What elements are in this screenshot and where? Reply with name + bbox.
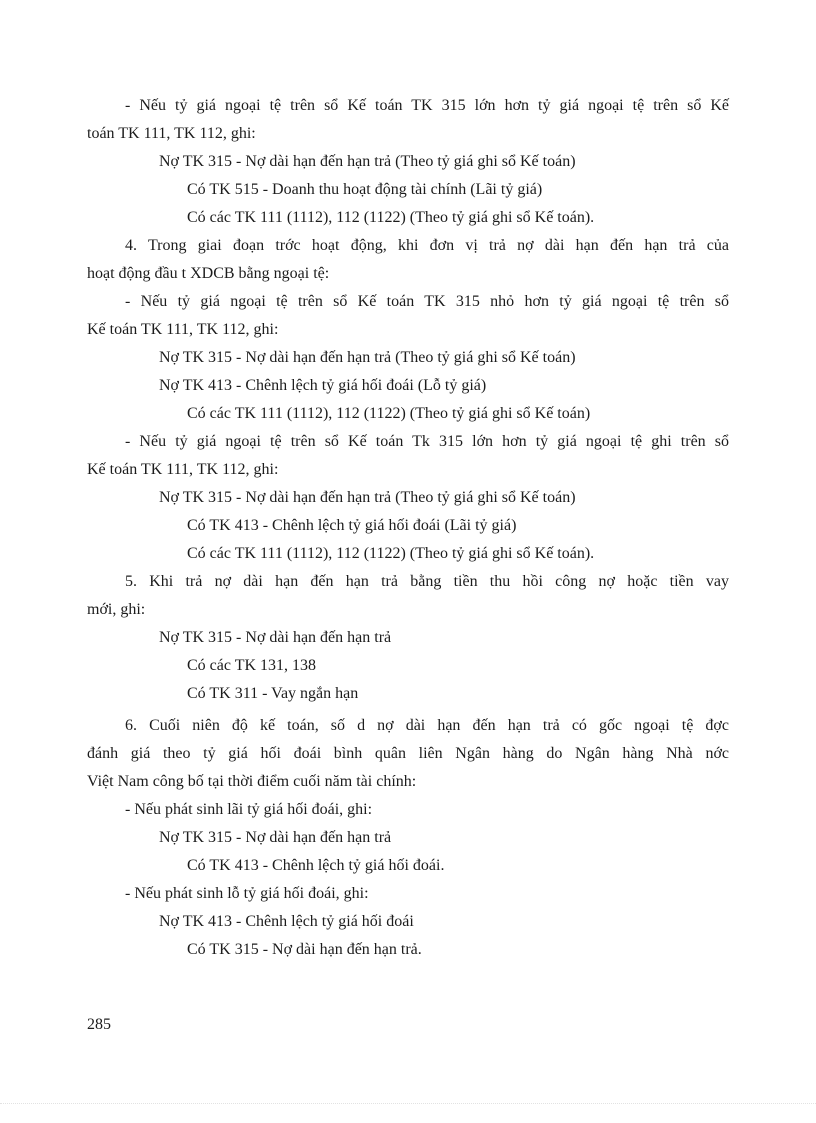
journal-entry-line: Nợ TK 413 - Chênh lệch tỷ giá hối đoái (Lỗ tỷ giá): [159, 377, 487, 394]
text-line: - Nếu tỷ giá ngoại tệ trên sổ Kế toán TK 315 nhỏ hơn tỷ giá ngoại tệ trên sổ: [125, 293, 729, 310]
journal-entry-line: Có các TK 111 (1112), 112 (1122) (Theo tỷ giá ghi sổ Kế toán).: [187, 209, 595, 226]
journal-entry-line: Có TK 413 - Chênh lệch tỷ giá hối đoái.: [187, 857, 445, 874]
text-line: - Nếu phát sinh lỗ tỷ giá hối đoái, ghi:: [125, 885, 369, 902]
text-line: 5. Khi trả nợ dài hạn đến hạn trả bằng tiền thu hồi công nợ hoặc tiền vay: [125, 573, 729, 590]
text-line: hoạt động đầu t XDCB bằng ngoại tệ:: [87, 265, 330, 282]
journal-entry-line: Có các TK 111 (1112), 112 (1122) (Theo tỷ giá ghi sổ Kế toán): [187, 405, 591, 422]
journal-entry-line: Nợ TK 315 - Nợ dài hạn đến hạn trả: [159, 629, 392, 646]
journal-entry-line: Có các TK 111 (1112), 112 (1122) (Theo tỷ giá ghi sổ Kế toán).: [187, 545, 595, 562]
page-number: 285: [87, 1016, 111, 1033]
text-line: Kế toán TK 111, TK 112, ghi:: [87, 321, 279, 338]
text-line: Việt Nam công bố tại thời điểm cuối năm tài chính:: [87, 773, 417, 790]
text-line: 6. Cuối niên độ kế toán, số d nợ dài hạn đến hạn trả có gốc ngoại tệ đợc: [125, 717, 729, 734]
text-line: toán TK 111, TK 112, ghi:: [87, 125, 256, 142]
journal-entry-line: Nợ TK 315 - Nợ dài hạn đến hạn trả (Theo tỷ giá ghi sổ Kế toán): [159, 153, 576, 170]
document-body: [87, 92, 729, 964]
journal-entry-line: Có TK 311 - Vay ngắn hạn: [187, 685, 359, 702]
journal-entry-line: Có TK 413 - Chênh lệch tỷ giá hối đoái (Lãi tỷ giá): [187, 517, 517, 534]
journal-entry-line: Có TK 515 - Doanh thu hoạt động tài chính (Lãi tỷ giá): [187, 181, 543, 198]
journal-entry-line: Nợ TK 315 - Nợ dài hạn đến hạn trả (Theo tỷ giá ghi sổ Kế toán): [159, 349, 576, 366]
journal-entry-line: Có TK 315 - Nợ dài hạn đến hạn trả.: [187, 941, 422, 958]
text-line: Kế toán TK 111, TK 112, ghi:: [87, 461, 279, 478]
text-line: - Nếu tỷ giá ngoại tệ trên sổ Kế toán TK 315 lớn hơn tỷ giá ngoại tệ trên sổ Kế: [125, 97, 729, 114]
journal-entry-line: Nợ TK 315 - Nợ dài hạn đến hạn trả (Theo tỷ giá ghi sổ Kế toán): [159, 489, 576, 506]
journal-entry-line: Nợ TK 315 - Nợ dài hạn đến hạn trả: [159, 829, 392, 846]
journal-entry-line: Có các TK 131, 138: [187, 657, 317, 674]
text-line: đánh giá theo tỷ giá hối đoái bình quân liên Ngân hàng do Ngân hàng Nhà nớc: [87, 745, 729, 762]
text-line: - Nếu phát sinh lãi tỷ giá hối đoái, ghi:: [125, 801, 373, 818]
text-line: mới, ghi:: [87, 601, 146, 618]
text-line: 4. Trong giai đoạn trớc hoạt động, khi đơn vị trả nợ dài hạn đến hạn trả của: [125, 237, 729, 254]
journal-entry-line: Nợ TK 413 - Chênh lệch tỷ giá hối đoái: [159, 913, 414, 930]
text-line: - Nếu tỷ giá ngoại tệ trên sổ Kế toán Tk 315 lớn hơn tỷ giá ngoại tệ ghi trên sổ: [125, 433, 729, 450]
page-bottom-divider: [0, 1103, 816, 1104]
